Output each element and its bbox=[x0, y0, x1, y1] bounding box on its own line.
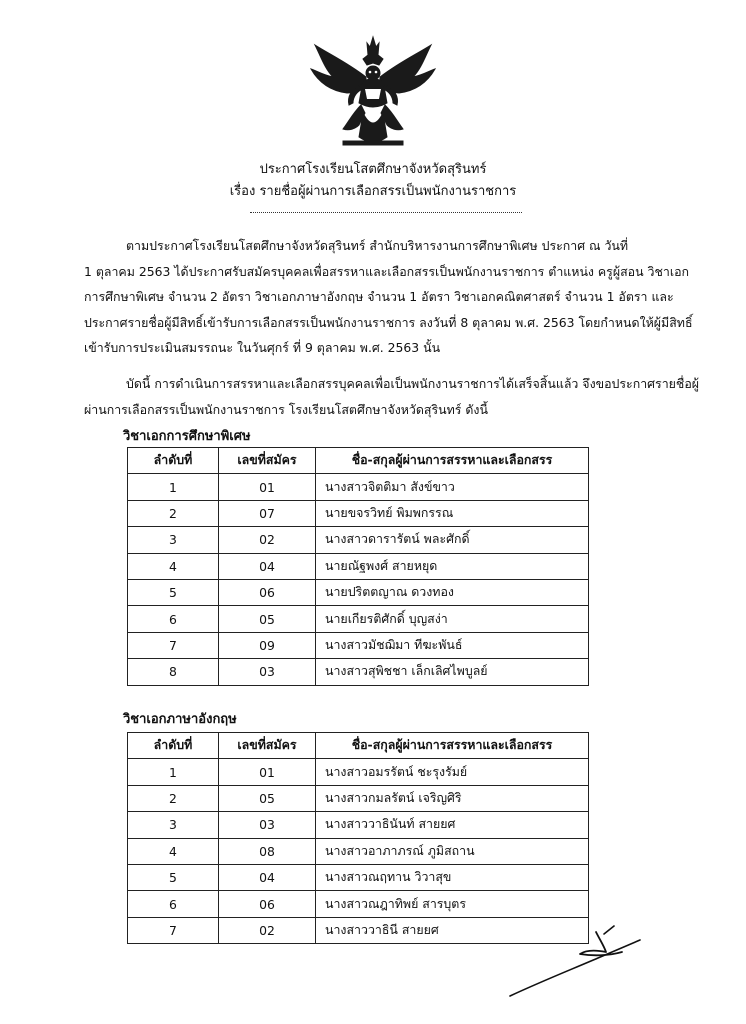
table-row bbox=[128, 785, 589, 811]
table-row bbox=[128, 553, 589, 579]
table-row bbox=[128, 500, 589, 526]
column-header-name: ชื่อ-สกุลผู้ผ่านการสรรหาและเลือกสรร bbox=[316, 448, 589, 474]
cell-no: 3 bbox=[128, 812, 219, 838]
cell-app-id: 01 bbox=[219, 759, 316, 785]
cell-no: 1 bbox=[128, 759, 219, 785]
paragraph-line: ผ่านการเลือกสรรเป็นพนักงานราชการ โรงเรียนโสตศึกษาจังหวัดสุรินทร์ ดังนี้ bbox=[84, 401, 488, 417]
cell-app-id: 02 bbox=[219, 917, 316, 943]
table-row bbox=[128, 527, 589, 553]
paragraph-line: การศึกษาพิเศษ จำนวน 2 อัตรา วิชาเอกภาษาอังกฤษ จำนวน 1 อัตรา วิชาเอกคณิตศาสตร์ จำนวน 1 อัตรา และ bbox=[84, 289, 674, 304]
cell-name: นางสาววาธินันท์ สายยศ bbox=[316, 812, 589, 838]
table-header-row bbox=[128, 448, 589, 474]
section-title-english: วิชาเอกภาษาอังกฤษ bbox=[123, 712, 237, 727]
cell-no: 6 bbox=[128, 891, 219, 917]
paragraph-line: ตามประกาศโรงเรียนโสตศึกษาจังหวัดสุรินทร์ สำนักบริหารงานการศึกษาพิเศษ ประกาศ ณ วันที่ bbox=[126, 238, 629, 253]
cell-name: นายขจรวิทย์ พิมพกรรณ bbox=[316, 500, 589, 526]
dotted-divider bbox=[250, 206, 522, 213]
paragraph-announcement bbox=[84, 233, 693, 361]
cell-no: 2 bbox=[128, 785, 219, 811]
document-title: ประกาศโรงเรียนโสตศึกษาจังหวัดสุรินทร์ bbox=[259, 162, 487, 177]
cell-no: 4 bbox=[128, 553, 219, 579]
table-row bbox=[128, 812, 589, 838]
cell-no: 1 bbox=[128, 474, 219, 500]
cell-app-id: 04 bbox=[219, 553, 316, 579]
handwritten-signature bbox=[500, 912, 650, 1002]
table-row bbox=[128, 579, 589, 605]
cell-no: 8 bbox=[128, 659, 219, 685]
cell-name: นางสาวดารารัตน์ พละศักดิ์ bbox=[316, 527, 589, 553]
table-row bbox=[128, 632, 589, 658]
cell-name: นางสาวอาภาภรณ์ ภูมิสถาน bbox=[316, 838, 589, 864]
candidate-table-special-education bbox=[127, 447, 589, 686]
column-header-app-id: เลขที่สมัคร bbox=[219, 448, 316, 474]
cell-app-id: 06 bbox=[219, 579, 316, 605]
cell-name: นางสาวกมลรัตน์ เจริญศิริ bbox=[316, 785, 589, 811]
table-row bbox=[128, 838, 589, 864]
section-title-special-education: วิชาเอกการศึกษาพิเศษ bbox=[123, 429, 251, 444]
cell-app-id: 02 bbox=[219, 527, 316, 553]
cell-no: 7 bbox=[128, 917, 219, 943]
cell-app-id: 05 bbox=[219, 606, 316, 632]
cell-app-id: 06 bbox=[219, 891, 316, 917]
paragraph-line: ประกาศรายชื่อผู้มีสิทธิ์เข้ารับการเลือกสรรเป็นพนักงานราชการ ลงวันที่ 8 ตุลาคม พ.ศ. 2563 โดยกำหนดให้ผู้มีสิทธิ์ bbox=[84, 314, 693, 330]
cell-name: นางสาววาธินี สายยศ bbox=[316, 917, 589, 943]
table-header-row bbox=[128, 733, 589, 759]
cell-app-id: 04 bbox=[219, 864, 316, 890]
garuda-emblem-icon bbox=[303, 33, 443, 155]
cell-name: นางสาวณฎาทิพย์ สารบุตร bbox=[316, 891, 589, 917]
table-row bbox=[128, 606, 589, 632]
cell-no: 2 bbox=[128, 500, 219, 526]
column-header-app-id: เลขที่สมัคร bbox=[219, 733, 316, 759]
paragraph-line: บัดนี้ การดำเนินการสรรหาและเลือกสรรบุคคลเพื่อเป็นพนักงานราชการได้เสร็จสิ้นแล้ว จึงขอประกาศรายชื่อผู้ bbox=[126, 376, 700, 391]
column-header-no: ลำดับที่ bbox=[128, 448, 219, 474]
table-row bbox=[128, 864, 589, 890]
cell-app-id: 09 bbox=[219, 632, 316, 658]
cell-name: นายเกียรติศักดิ์ บุญสง่า bbox=[316, 606, 589, 632]
cell-app-id: 08 bbox=[219, 838, 316, 864]
cell-app-id: 01 bbox=[219, 474, 316, 500]
cell-no: 5 bbox=[128, 579, 219, 605]
table-row bbox=[128, 474, 589, 500]
column-header-no: ลำดับที่ bbox=[128, 733, 219, 759]
cell-no: 5 bbox=[128, 864, 219, 890]
cell-no: 7 bbox=[128, 632, 219, 658]
cell-name: นางสาวจิตติมา สังข์ขาว bbox=[316, 474, 589, 500]
cell-app-id: 05 bbox=[219, 785, 316, 811]
cell-name: นายปริตตญาณ ดวงทอง bbox=[316, 579, 589, 605]
cell-name: นางสาวสุพิชชา เล็กเลิศไพบูลย์ bbox=[316, 659, 589, 685]
cell-no: 6 bbox=[128, 606, 219, 632]
document-subject: เรื่อง รายชื่อผู้ผ่านการเลือกสรรเป็นพนักงานราชการ bbox=[229, 184, 517, 199]
cell-name: นางสาวอมรรัตน์ ชะรุงรัมย์ bbox=[316, 759, 589, 785]
cell-app-id: 03 bbox=[219, 812, 316, 838]
paragraph-line: เข้ารับการประเมินสมรรถนะ ในวันศุกร์ ที่ 9 ตุลาคม พ.ศ. 2563 นั้น bbox=[84, 340, 441, 355]
paragraph-result bbox=[84, 371, 700, 422]
cell-no: 4 bbox=[128, 838, 219, 864]
cell-name: นางสาวณฤทาน วิวาสุข bbox=[316, 864, 589, 890]
cell-name: นายณัฐพงศ์ สายหยุด bbox=[316, 553, 589, 579]
cell-name: นางสาวมัชฌิมา ทีฆะพันธ์ bbox=[316, 632, 589, 658]
cell-no: 3 bbox=[128, 527, 219, 553]
cell-app-id: 03 bbox=[219, 659, 316, 685]
cell-app-id: 07 bbox=[219, 500, 316, 526]
paragraph-line: 1 ตุลาคม 2563 ได้ประกาศรับสมัครบุคคลเพื่อสรรหาและเลือกสรรเป็นพนักงานราชการ ตำแหน่ง ครูผู้สอน วิชาเอก bbox=[84, 263, 690, 279]
column-header-name: ชื่อ-สกุลผู้ผ่านการสรรหาและเลือกสรร bbox=[316, 733, 589, 759]
table-row bbox=[128, 659, 589, 685]
table-row bbox=[128, 759, 589, 785]
